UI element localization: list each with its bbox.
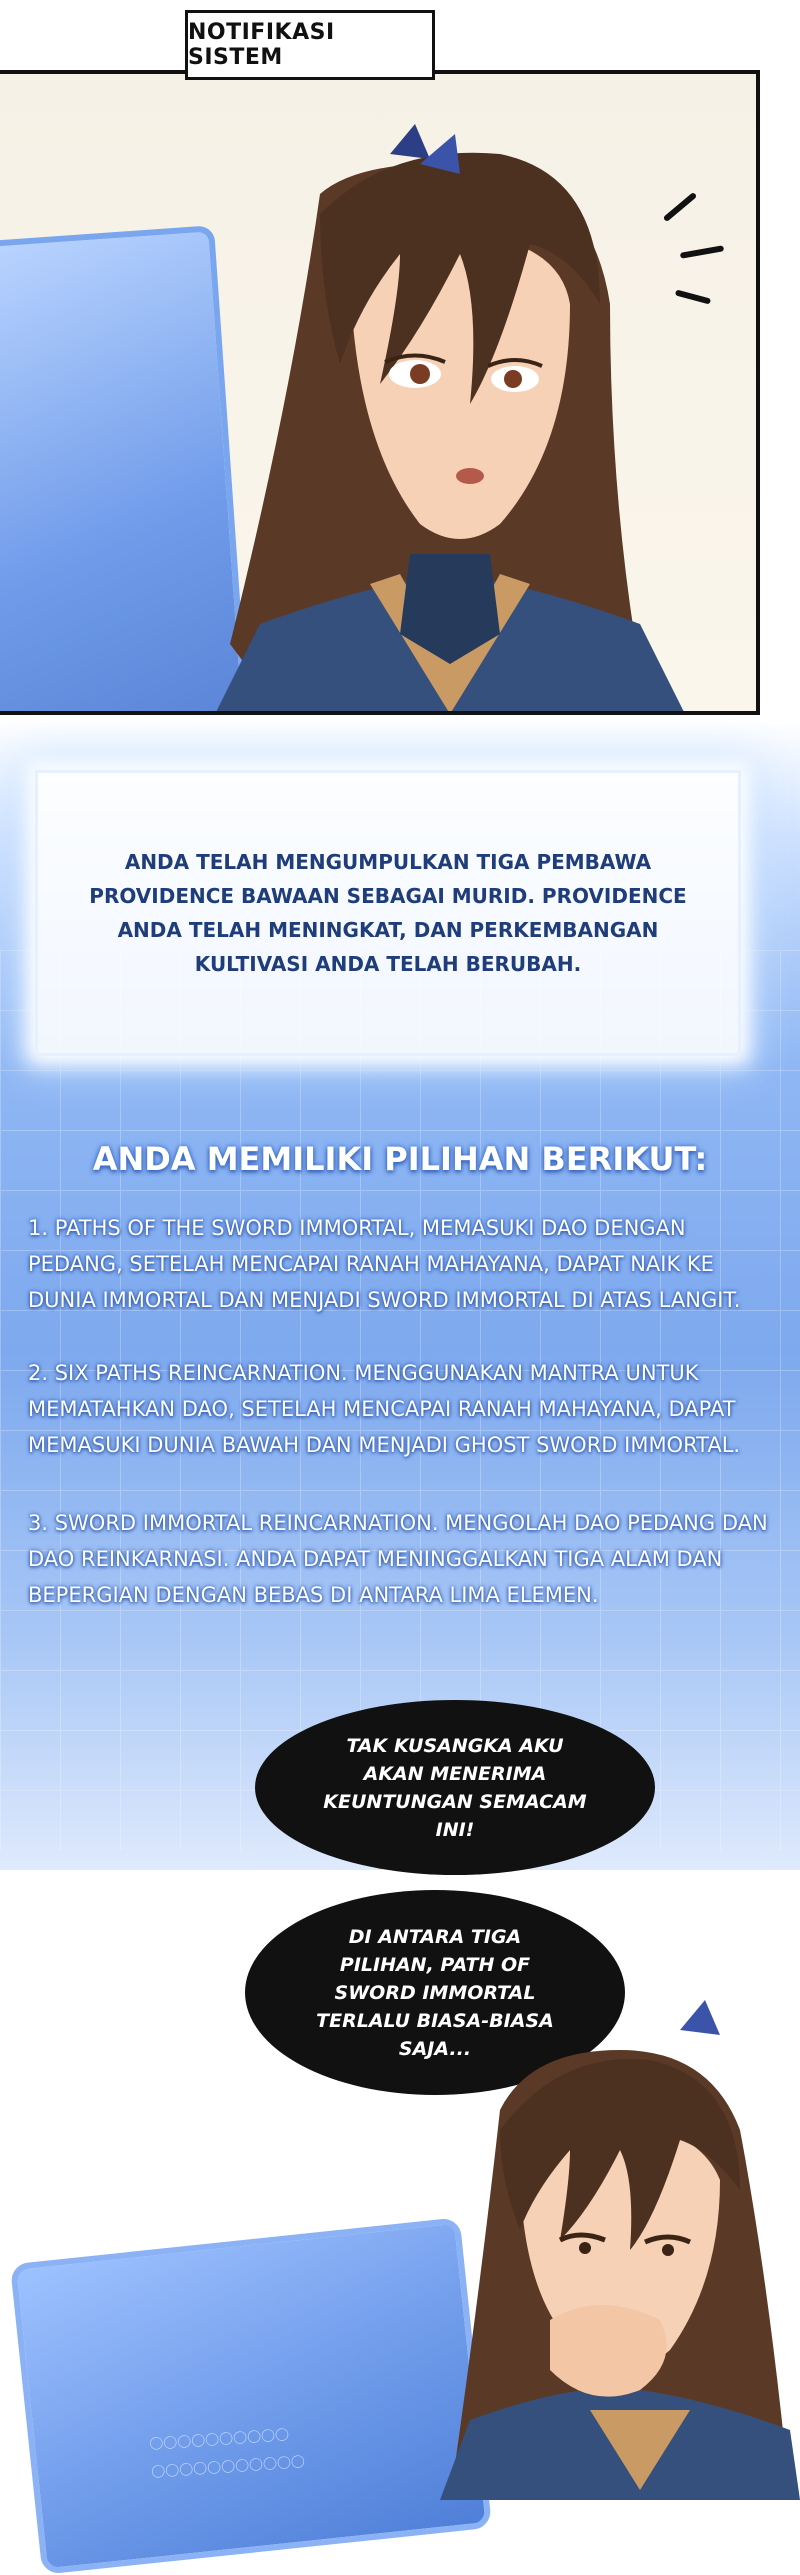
character-thinking-illustration (440, 1990, 800, 2500)
panel-character-surprised (0, 70, 760, 715)
system-message-text: ANDA TELAH MENGUMPULKAN TIGA PEMBAWA PROVIDENCE BAWAAN SEBAGAI MURID. PROVIDENCE ANDA TELAH MENINGKAT, DAN PERKEMBANGAN KULTIVASI ANDA TELAH BERUBAH. (89, 850, 687, 976)
screen-glyphs: 〇〇〇〇〇〇〇〇〇〇 〇〇〇〇〇〇〇〇〇〇〇 (148, 2427, 306, 2482)
system-notification-tag: NOTIFIKASI SISTEM (185, 10, 435, 80)
option-1: 1. PATHS OF THE SWORD IMMORTAL, MEMASUKI DAO DENGAN PEDANG, SETELAH MENCAPAI RANAH MAHAYANA, DAPAT NAIK KE DUNIA IMMORTAL DAN MENJADI SWORD IMMORTAL DI ATAS LANGIT. (28, 1216, 741, 1312)
option-2: 2. SIX PATHS REINCARNATION. MENGGUNAKAN MANTRA UNTUK MEMATAHKAN DAO, SETELAH MENCAPAI RANAH MAHAYANA, DAPAT MEMASUKI DUNIA BAWAH DAN MENJADI GHOST SWORD IMMORTAL. (28, 1361, 741, 1457)
speech-bubble-1-text: TAK KUSANGKA AKU AKAN MENERIMA KEUNTUNGAN SEMACAM INI! (323, 1734, 587, 1841)
options-title: ANDA MEMILIKI PILIHAN BERIKUT: (92, 1140, 708, 1178)
speech-bubble-1 (255, 1700, 655, 1875)
system-message-box (35, 770, 741, 1056)
option-3: 3. SWORD IMMORTAL REINCARNATION. MENGOLAH DAO PEDANG DAN DAO REINKARNASI. ANDA DAPAT MENINGGALKAN TIGA ALAM DAN BEPERGIAN DENGAN BEBAS DI ANTARA LIMA ELEMEN. (28, 1511, 768, 1607)
speech-bubble-2-text: DI ANTARA TIGA PILIHAN, PATH OF SWORD IMMORTAL TERLALU BIASA-BIASA SAJA... (316, 1925, 554, 2060)
character-illustration (170, 104, 730, 715)
system-screen-illustration-2 (10, 2217, 492, 2575)
